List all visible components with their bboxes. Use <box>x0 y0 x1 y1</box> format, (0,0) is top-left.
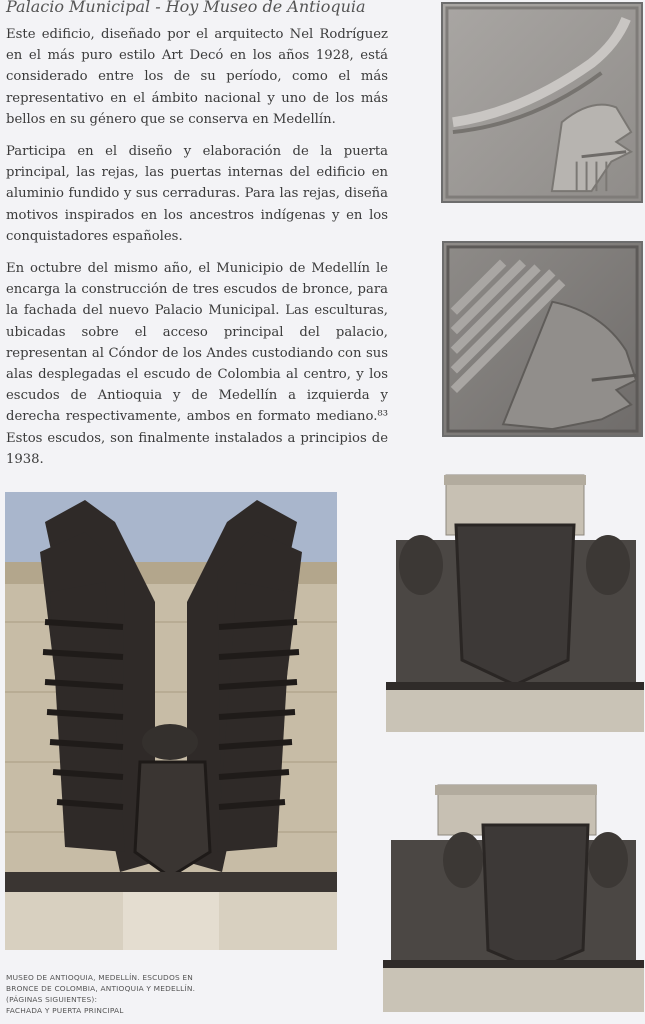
caption-line: BRONCE DE COLOMBIA, ANTIOQUIA Y MEDELLÍN. <box>6 984 196 993</box>
pedestal-shield-medellin-image <box>383 780 644 1012</box>
paragraph-1: Este edificio, diseñado por el arquitecto Nel Rodríguez en el más puro estilo Art Decó en los años 1928, está considerado entre los de su período, como el más representativo en el ámbito nacional y uno de los más bellos en su género que se conserva en Medellín. <box>6 27 388 127</box>
paragraph-3: En octubre del mismo año, el Municipio de Medellín le encarga la construcción de tres escudos de bronce, para la fachada del nuevo Palacio Municipal. Las esculturas, ubicadas sobre el acceso principal del palacio, representan al Cóndor de los Andes custodiando con sus alas desplegadas el escudo de Colombia al centro, y los escudos de Antioquia y de Medellín a izquierda y derecha respectivamente, ambos en formato mediano.⁸³ Estos escudos, son finalmente instalados a principios de 1938. <box>6 261 388 467</box>
condor-facade-photo <box>5 492 337 950</box>
paragraph-2: Participa en el diseño y elaboración de la puerta principal, las rejas, las puertas internas del edificio en aluminio fundido y sus cerraduras. Para las rejas, diseña motivos inspirados en los ancestros indígenas y en los conquistadores españoles. <box>6 144 388 244</box>
page-title: Palacio Municipal - Hoy Museo de Antioquia <box>6 0 366 16</box>
photo-caption <box>6 972 326 1016</box>
caption-line: FACHADA Y PUERTA PRINCIPAL <box>6 1006 124 1015</box>
relief-panel-profile-image <box>441 2 643 203</box>
body-text <box>6 24 388 481</box>
caption-line: MUSEO DE ANTIOQUIA, MEDELLÍN. ESCUDOS EN <box>6 973 194 982</box>
caption-line: (PÁGINAS SIGUIENTES): <box>6 995 98 1004</box>
pedestal-shield-antioquia-image <box>386 470 644 732</box>
relief-panel-headdress-image <box>442 241 643 437</box>
